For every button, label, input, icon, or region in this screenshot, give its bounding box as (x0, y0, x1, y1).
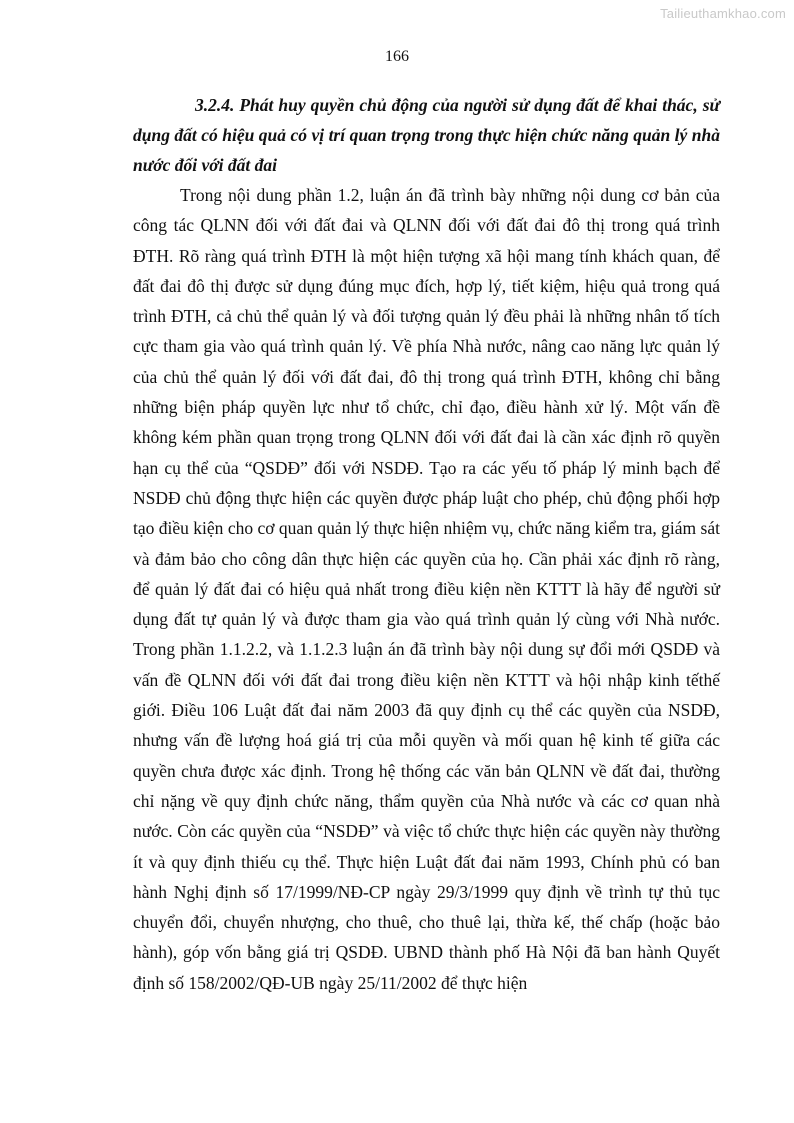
page-number: 166 (385, 48, 409, 65)
body-paragraph: Trong nội dung phần 1.2, luận án đã trình bày những nội dung cơ bản của công tác QLNN đối với đất đai và QLNN đối với đất đai đô thị trong quá trình ĐTH. Rõ ràng quá trình ĐTH là một hiện tượng xã hội mang tính khách quan, để đất đai đô thị được sử dụng đúng mục đích, hợp lý, tiết kiệm, hiệu quả trong quá trình ĐTH, cả chủ thể quản lý và đối tượng quản lý đều phải là những nhân tố tích cực tham gia vào quá trình quản lý. Về phía Nhà nước, nâng cao năng lực quản lý của chủ thể quản lý đối với đất đai, đô thị trong quá trình ĐTH, không chỉ bằng những biện pháp quyền lực như tổ chức, chỉ đạo, điều hành xử lý. Một vấn đề không kém phần quan trọng trong QLNN đối với đất đai là cần xác định rõ quyền hạn cụ thể của “QSDĐ” đối với NSDĐ. Tạo ra các yếu tố pháp lý minh bạch để NSDĐ chủ động thực hiện các quyền được pháp luật cho phép, chủ động phối hợp tạo điều kiện cho cơ quan quản lý thực hiện nhiệm vụ, chức năng kiểm tra, giám sát và đảm bảo cho công dân thực hiện các quyền của họ. Cần phải xác định rõ ràng, để quản lý đất đai có hiệu quả nhất trong điều kiện nền KTTT là hãy để người sử dụng đất tự quản lý và được tham gia vào quá trình quản lý cùng với Nhà nước. Trong phần 1.1.2.2, và 1.1.2.3 luận án đã trình bày nội dung sự đổi mới QSDĐ và vấn đề QLNN đối với đất đai trong điều kiện nền KTTT và hội nhập kinh tếthế giới. Điều 106 Luật đất đai năm 2003 đã quy định cụ thể các quyền của NSDĐ, nhưng vấn đề lượng hoá giá trị của mỗi quyền và mối quan hệ kinh tế giữa các quyền chưa được xác định. Trong hệ thống các văn bản QLNN về đất đai, thường chỉ nặng về quy định chức năng, thẩm quyền của Nhà nước và các cơ quan nhà nước. Còn các quyền của “NSDĐ” và việc tổ chức thực hiện các quyền này thường ít và quy định thiếu cụ thể. Thực hiện Luật đất đai năm 1993, Chính phủ có ban hành Nghị định số 17/1999/NĐ-CP ngày 29/3/1999 quy định về trình tự thủ tục chuyển đổi, chuyển nhượng, cho thuê, cho thuê lại, thừa kế, thế chấp (hoặc bảo hành), góp vốn bằng giá trị QSDĐ. UBND thành phố Hà Nội đã ban hành Quyết định số 158/2002/QĐ-UB ngày 25/11/2002 để thực hiện (133, 185, 720, 993)
section-heading: 3.2.4. Phát huy quyền chủ động của người sử dụng đất để khai thác, sử dụng đất có hiệu quả có vị trí quan trọng trong thực hiện chức năng quản lý nhà nước đối với đất đai (133, 95, 720, 175)
page-content (133, 90, 720, 998)
watermark-text: Tailieuthamkhao.com (660, 6, 786, 21)
